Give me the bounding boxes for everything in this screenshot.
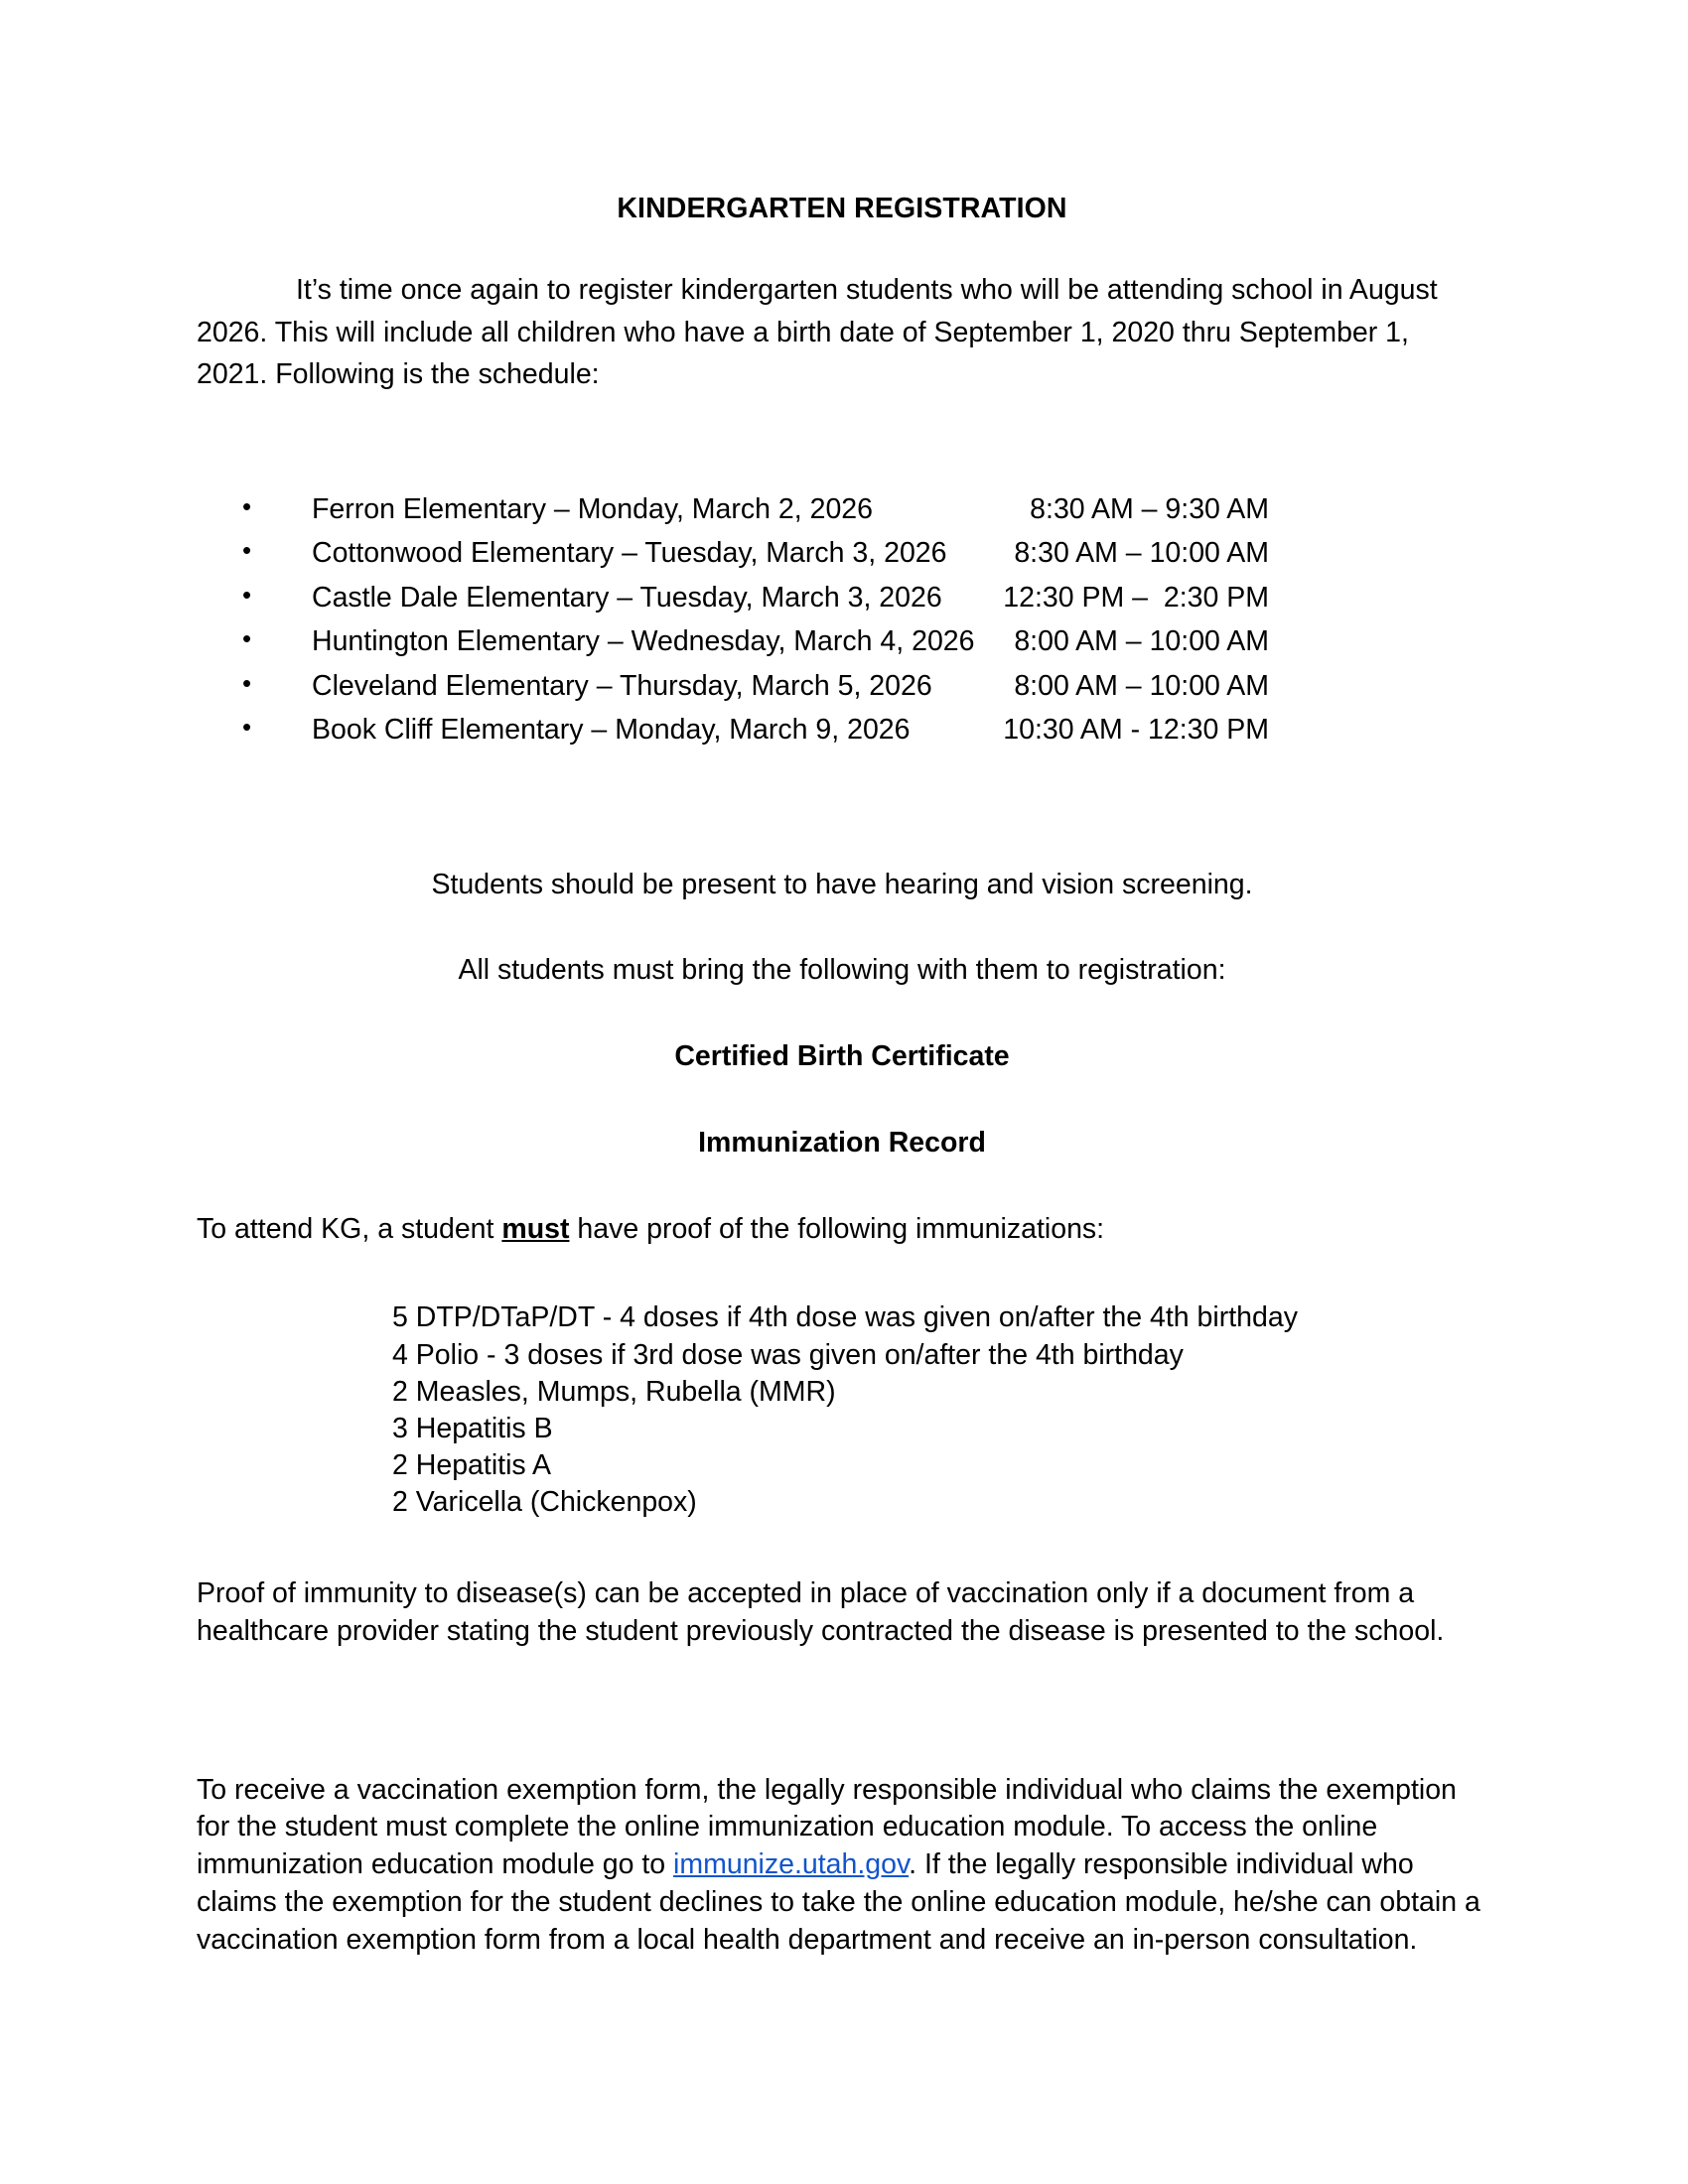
exemption-text-before: To receive a vaccination exemption form, the legally responsible individual who claims the exemption for the student must complete the online immunization education module. To access the online immunization education module go to	[197, 1773, 1457, 1881]
bullet-icon: •	[242, 579, 252, 610]
schedule-time: 12:30 PM – 2:30 PM	[1003, 581, 1269, 614]
attend-line-after: have proof of the following immunizations:	[569, 1212, 1105, 1245]
page-title: KINDERGARTEN REGISTRATION	[617, 193, 1067, 224]
document-content-column	[197, 0, 1487, 1960]
requirement-birth-certificate: Certified Birth Certificate	[674, 1040, 1010, 1073]
bullet-icon: •	[242, 667, 252, 698]
list-item	[197, 531, 1487, 575]
attend-line-emphasis: must	[501, 1212, 570, 1245]
schedule-school-and-date: Cleveland Elementary – Thursday, March 5, 2026	[312, 669, 932, 702]
list-item: 5 DTP/DTaP/DT - 4 doses if 4th dose was given on/after the 4th birthday	[392, 1301, 1298, 1334]
schedule-time: 8:30 AM – 10:00 AM	[1014, 537, 1269, 570]
list-item	[197, 576, 1487, 619]
requirement-immunization-record: Immunization Record	[698, 1126, 986, 1159]
list-item	[197, 619, 1487, 663]
list-item	[197, 487, 1487, 531]
schedule-time: 10:30 AM - 12:30 PM	[1003, 714, 1269, 747]
schedule-school-and-date: Huntington Elementary – Wednesday, March 4, 2026	[312, 625, 975, 658]
list-item: 2 Hepatitis A	[392, 1448, 552, 1481]
schedule-school-and-date: Cottonwood Elementary – Tuesday, March 3, 2026	[312, 537, 947, 570]
list-item: 3 Hepatitis B	[392, 1412, 553, 1444]
attend-requirements-line	[197, 1208, 1487, 1251]
schedule-school-and-date: Ferron Elementary – Monday, March 2, 2026	[312, 493, 873, 526]
immunity-proof-paragraph: Proof of immunity to disease(s) can be accepted in place of vaccination only if a document from a healthcare provider stating the student previously contracted the disease is presented to the school.	[197, 1576, 1445, 1647]
schedule-school-and-date: Castle Dale Elementary – Tuesday, March 3, 2026	[312, 581, 942, 614]
schedule-time: 8:30 AM – 9:30 AM	[1030, 493, 1269, 526]
screening-note: Students should be present to have hearing and vision screening.	[431, 868, 1253, 900]
schedule-time: 8:00 AM – 10:00 AM	[1014, 625, 1269, 658]
schedule-time: 8:00 AM – 10:00 AM	[1014, 669, 1269, 702]
exemption-paragraph	[197, 1772, 1487, 1960]
immunize-utah-gov-link[interactable]: immunize.utah.gov	[673, 1848, 910, 1881]
list-item	[197, 708, 1487, 751]
bullet-icon: •	[242, 491, 252, 522]
bullet-icon: •	[242, 712, 252, 743]
bullet-icon: •	[242, 623, 252, 654]
immunization-requirements-list	[392, 1299, 1487, 1520]
bring-items-note: All students must bring the following with them to registration:	[458, 954, 1226, 987]
list-item: 2 Measles, Mumps, Rubella (MMR)	[392, 1375, 836, 1408]
list-item: 2 Varicella (Chickenpox)	[392, 1485, 697, 1518]
intro-paragraph: It’s time once again to register kindergarten students who will be attending school in August 2026. This will include all children who have a birth date of September 1, 2020 thru September 1, 2021. Following is the schedule:	[197, 273, 1438, 391]
bullet-icon: •	[242, 535, 252, 566]
attend-line-before: To attend KG, a student	[197, 1212, 502, 1245]
schedule-school-and-date: Book Cliff Elementary – Monday, March 9, 2026	[312, 714, 911, 747]
exemption-text-after: . If the legally responsible individual who claims the exemption for the student declines to take the online education module, he/she can obtain a vaccination exemption form from a local health department and receive an in-person consultation.	[197, 1848, 1480, 1957]
registration-schedule-list	[197, 487, 1487, 752]
list-item: 4 Polio - 3 doses if 3rd dose was given on/after the 4th birthday	[392, 1338, 1184, 1371]
list-item	[197, 664, 1487, 708]
